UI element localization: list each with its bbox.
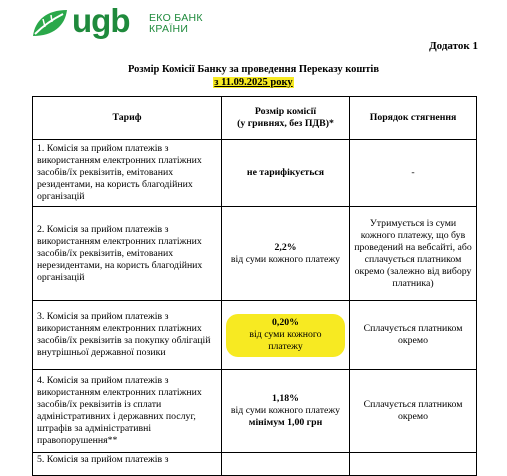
commission-note: від суми кожного платежу [230,253,341,265]
collection-cell: - [350,140,477,207]
table-row [33,453,477,476]
collection-cell: Утримується із суми кожного платежу, що був проведений на вебсайті, або сплачується платником окремо (залежно від вибору платника) [350,207,477,301]
header-tariff: Тариф [33,97,222,140]
commission-cell [222,140,350,207]
commission-cell [222,207,350,301]
table-row [33,301,477,370]
tariff-cell: 3. Комісія за прийом платежів з використанням електронних платіжних засобів/їх реквізитів за покупку облігацій внутрішньої державної позики [33,301,222,370]
commission-cell [222,453,350,476]
commission-minimum: мінімум 1,00 грн [248,417,323,428]
commission-cell [222,370,350,453]
logo-subtitle [149,13,269,35]
commission-table [32,96,477,476]
logo-subtitle-line1: ЕКО БАНК [149,12,203,24]
commission-note-text: від суми кожного платежу [230,405,341,416]
table-header-row [33,97,477,140]
commission-value: 2,2% [274,241,297,253]
tariff-cell: 1. Комісія за прийом платежів з використанням електронних платіжних засобів/їх реквізитів, емітованих резидентами, на користь благодійних організацій [33,140,222,207]
header-commission [222,97,350,140]
commission-value: 0,20% [272,316,299,328]
collection-cell [350,453,477,476]
logo-brand: ugb [72,2,130,39]
table-row [33,140,477,207]
commission-cell [222,301,350,370]
addendum-label: Додаток 1 [429,40,478,52]
document-title: Розмір Комісії Банку за проведення Переказу коштів [127,64,379,75]
leaf-icon [31,8,69,38]
commission-value: 1,18% [272,393,299,404]
collection-cell: Сплачується платником окремо [350,370,477,453]
collection-cell: Сплачується платником окремо [350,301,477,370]
date-highlight: з 11.09.2025 року [214,77,293,88]
table-row [33,370,477,453]
commission-note: від суми кожного платежу [249,328,322,352]
tariff-cell: 4. Комісія за прийом платежів з використанням електронних платіжних засобів/їх реквізитів із сплати адміністративних і державних послуг, штрафів за адміністративні правопорушення** [33,370,222,453]
commission-note [226,405,345,429]
commission-value: не тарифікується [246,167,325,178]
header-commission-line1: Розмір комісії [254,106,317,117]
header-commission-line2: (у гривнях, без ПДВ)* [237,118,334,129]
document-date [0,76,507,89]
tariff-cell: 5. Комісія за прийом платежів з [33,453,222,476]
table-row [33,207,477,301]
logo-subtitle-line2: КРАЇНИ [149,23,189,35]
commission-highlight [226,314,345,357]
tariff-cell: 2. Комісія за прийом платежів з використанням електронних платіжних засобів/їх реквізитів, емітованих нерезидентами, на користь благодійних організацій [33,207,222,301]
header-collection: Порядок стягнення [350,97,477,140]
